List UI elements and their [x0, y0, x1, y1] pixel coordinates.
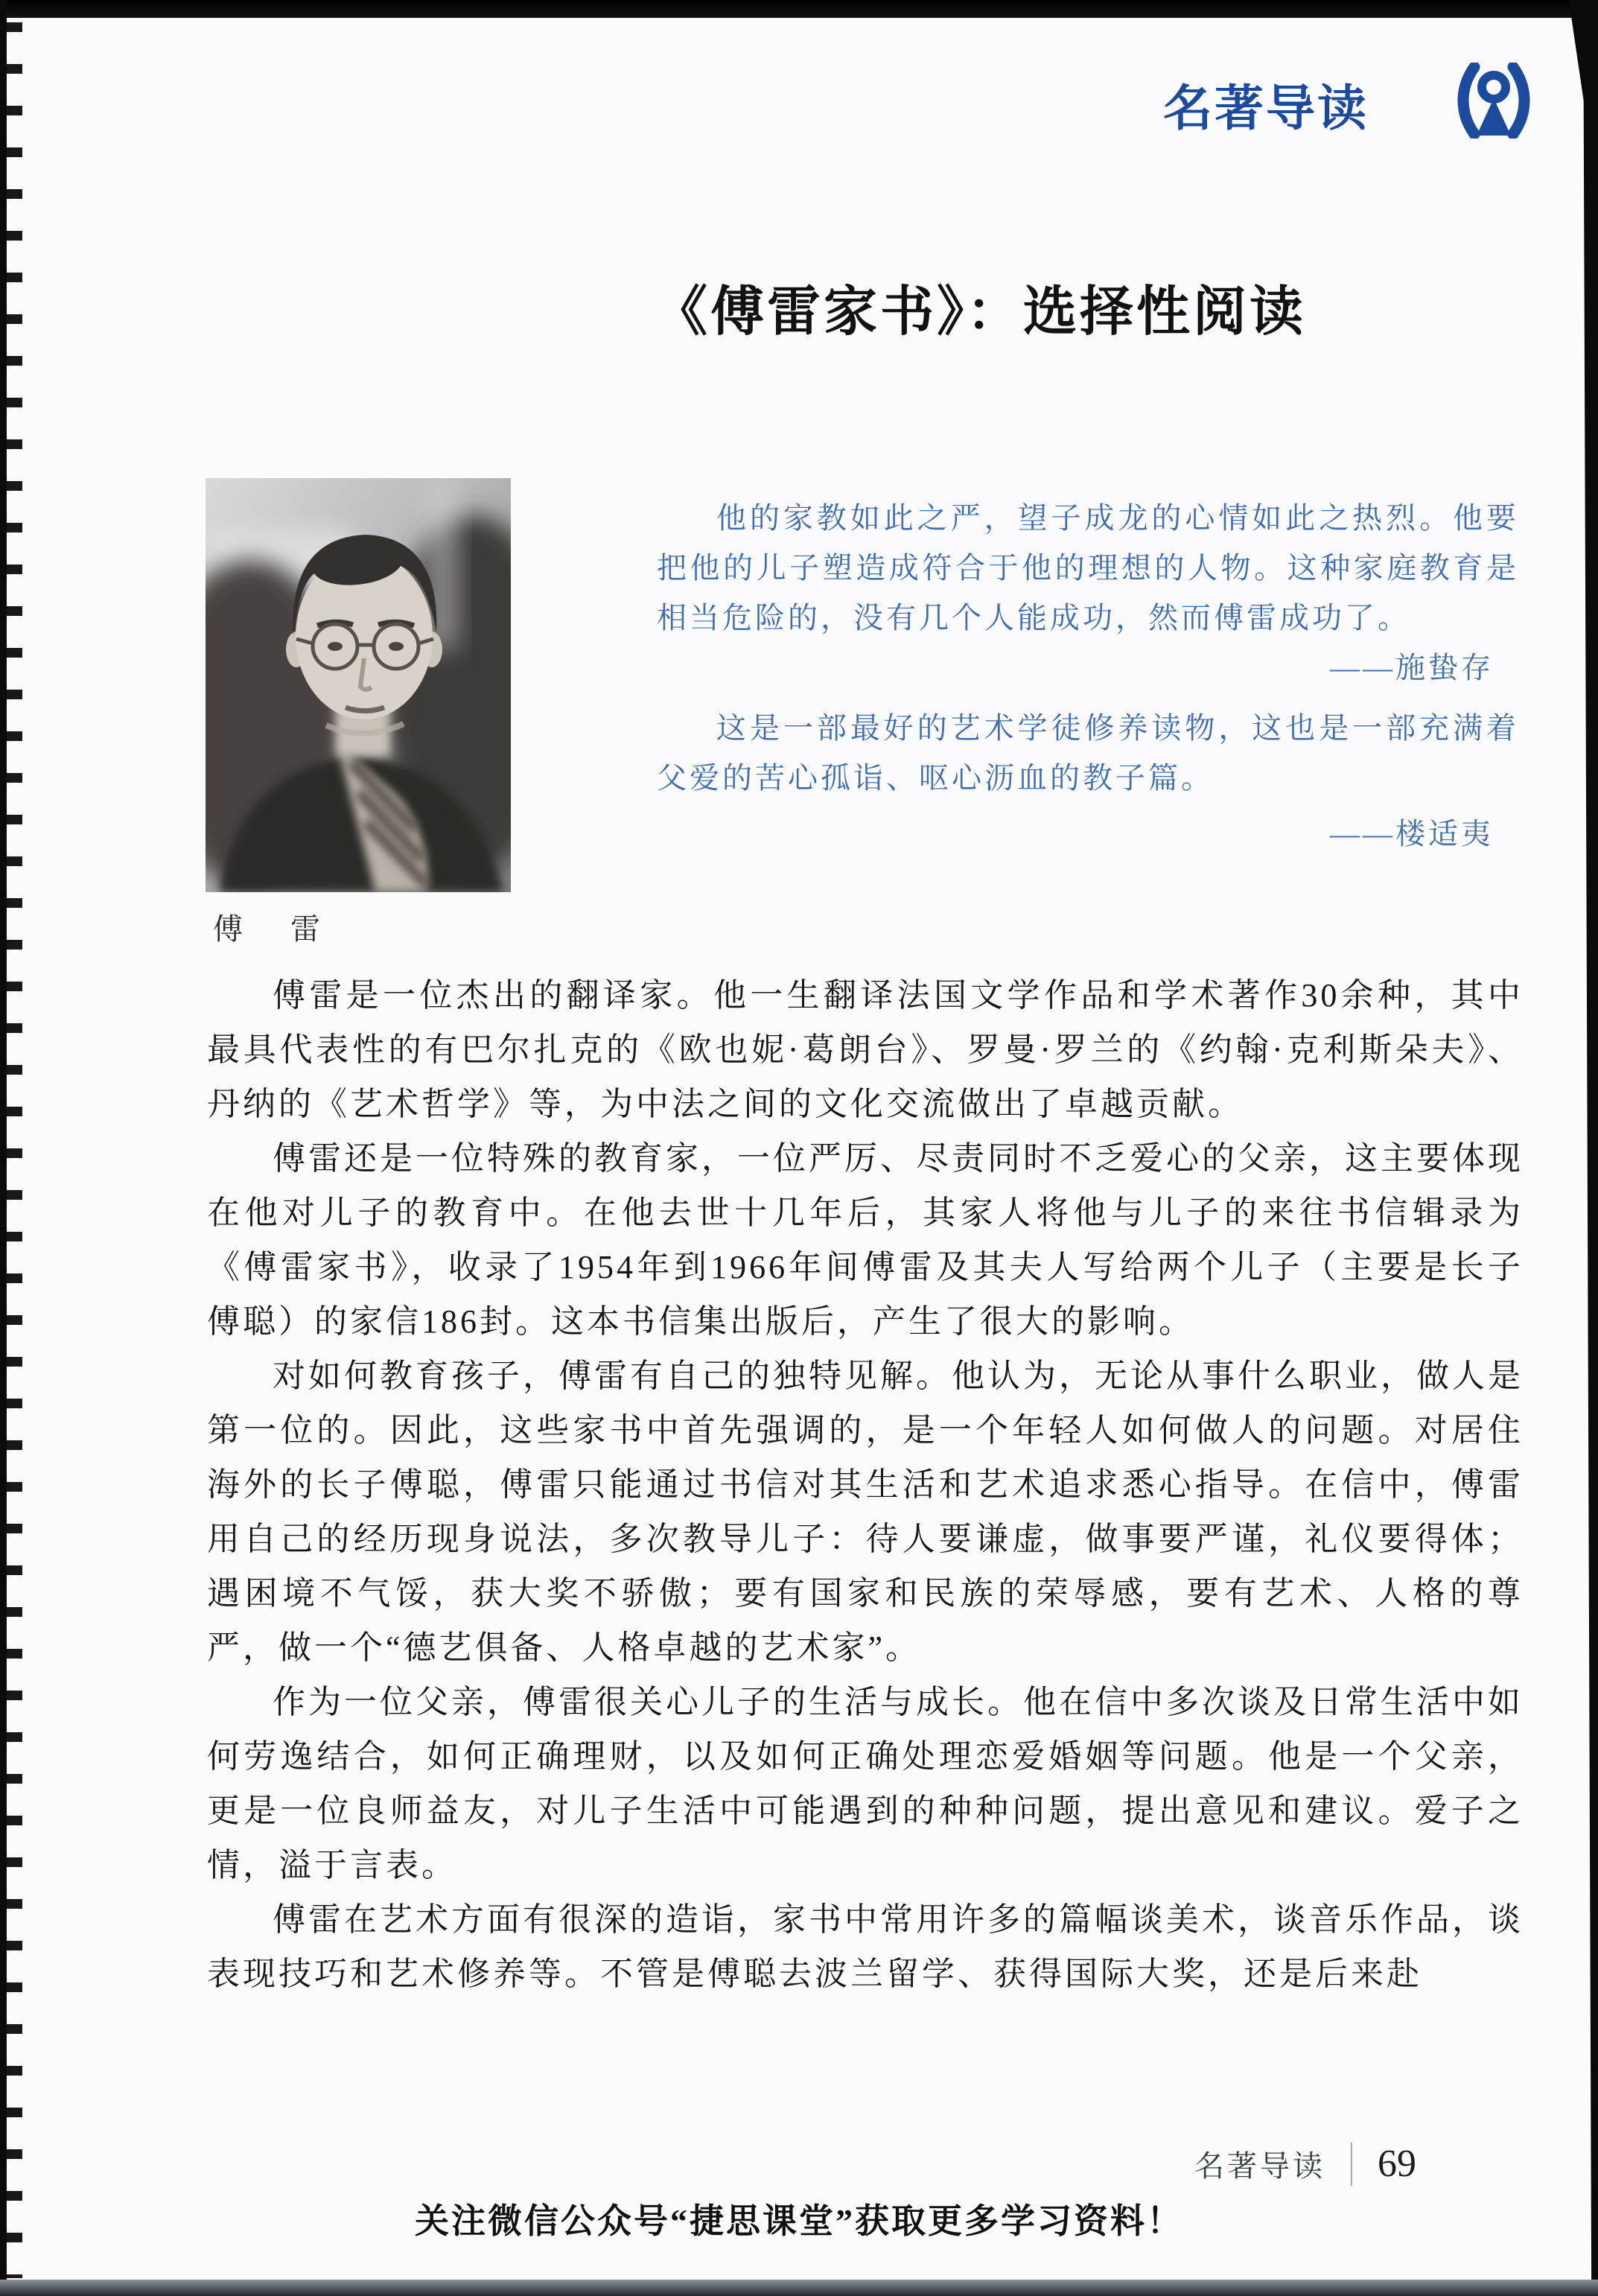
quote-attribution: ——施蛰存	[1330, 651, 1494, 684]
body-paragraph: 对如何教育孩子，傅雷有自己的独特见解。他认为，无论从事什么职业，做人是第一位的。因此，这些家书中首先强调的，是一个年轻人如何做人的问题。对居住海外的长子傅聪，傅雷只能通过书信对其生活和艺术追求悉心指导。在信中，傅雷用自己的经历现身说法，多次教导儿子：待人要谦虚，做事要严谨，礼仪要得体；遇困境不气馁，获大奖不骄傲；要有国家和民族的荣辱感，要有艺术、人格的尊严，做一个“德艺俱备、人格卓越的艺术家”。	[207, 1358, 1524, 1666]
body-paragraph: 傅雷是一位杰出的翻译家。他一生翻译法国文学作品和学术著作30余种，其中最具代表性的有巴尔扎克的《欧也妮·葛朗台》、罗曼·罗兰的《约翰·克利斯朵夫》、丹纳的《艺术哲学》等，为中法之间的文化交流做出了卓越贡献。	[207, 977, 1524, 1122]
page-footer	[1194, 2142, 1416, 2186]
scan-right-edge	[1582, 0, 1598, 2296]
article-body	[207, 968, 1524, 2001]
body-paragraph: 傅雷还是一位特殊的教育家，一位严厉、尽责同时不乏爱心的父亲，这主要体现在他对儿子的教育中。在他去世十几年后，其家人将他与儿子的来往书信辑录为《傅雷家书》，收录了1954年到1966年间傅雷及其夫人写给两个儿子（主要是长子傅聪）的家信186封。这本书信集出版后，产生了很大的影响。	[207, 1140, 1524, 1340]
wechat-promo-watermark: 关注微信公众号“捷思课堂”获取更多学习资料！	[415, 2202, 1183, 2240]
quote-text: 这是一部最好的艺术学徒修养读物，这也是一部充满着父爱的苦心孤诣、呕心沥血的教子篇。	[657, 711, 1519, 795]
body-paragraph: 作为一位父亲，傅雷很关心儿子的生活与成长。他在信中多次谈及日常生活中如何劳逸结合，如何正确理财，以及如何正确处理恋爱婚姻等问题。他是一个父亲，更是一位良师益友，对儿子生活中可能遇到的种种问题，提出意见和建议。爱子之情，溢于言表。	[207, 1684, 1524, 1883]
fu-lei-portrait-photo	[206, 478, 511, 892]
scan-bottom-edge	[0, 2280, 1598, 2296]
footer-section-label: 名著导读	[1194, 2150, 1325, 2183]
footer-divider	[1351, 2143, 1352, 2186]
section-header-label: 名著导读	[1163, 80, 1369, 136]
quote-text: 他的家教如此之严，望子成龙的心情如此之热烈。他要把他的儿子塑造成符合于他的理想的人物。这种家庭教育是相当危险的，没有几个人能成功，然而傅雷成功了。	[657, 501, 1519, 635]
epigraph-quotes	[657, 493, 1519, 859]
page-number: 69	[1378, 2143, 1416, 2185]
quote-attribution: ——楼适夷	[1330, 817, 1494, 850]
reader-figure-logo-icon	[1452, 63, 1535, 139]
page-title: 《傅雷家书》：选择性阅读	[654, 282, 1307, 342]
binding-stitch-marks	[0, 22, 22, 2278]
scan-top-edge	[0, 0, 1598, 18]
body-paragraph: 傅雷在艺术方面有很深的造诣，家书中常用许多的篇幅谈美术，谈音乐作品，谈表现技巧和艺术修养等。不管是傅聪去波兰留学、获得国际大奖，还是后来赴	[207, 1901, 1524, 1992]
photo-caption: 傅 雷	[213, 912, 329, 946]
